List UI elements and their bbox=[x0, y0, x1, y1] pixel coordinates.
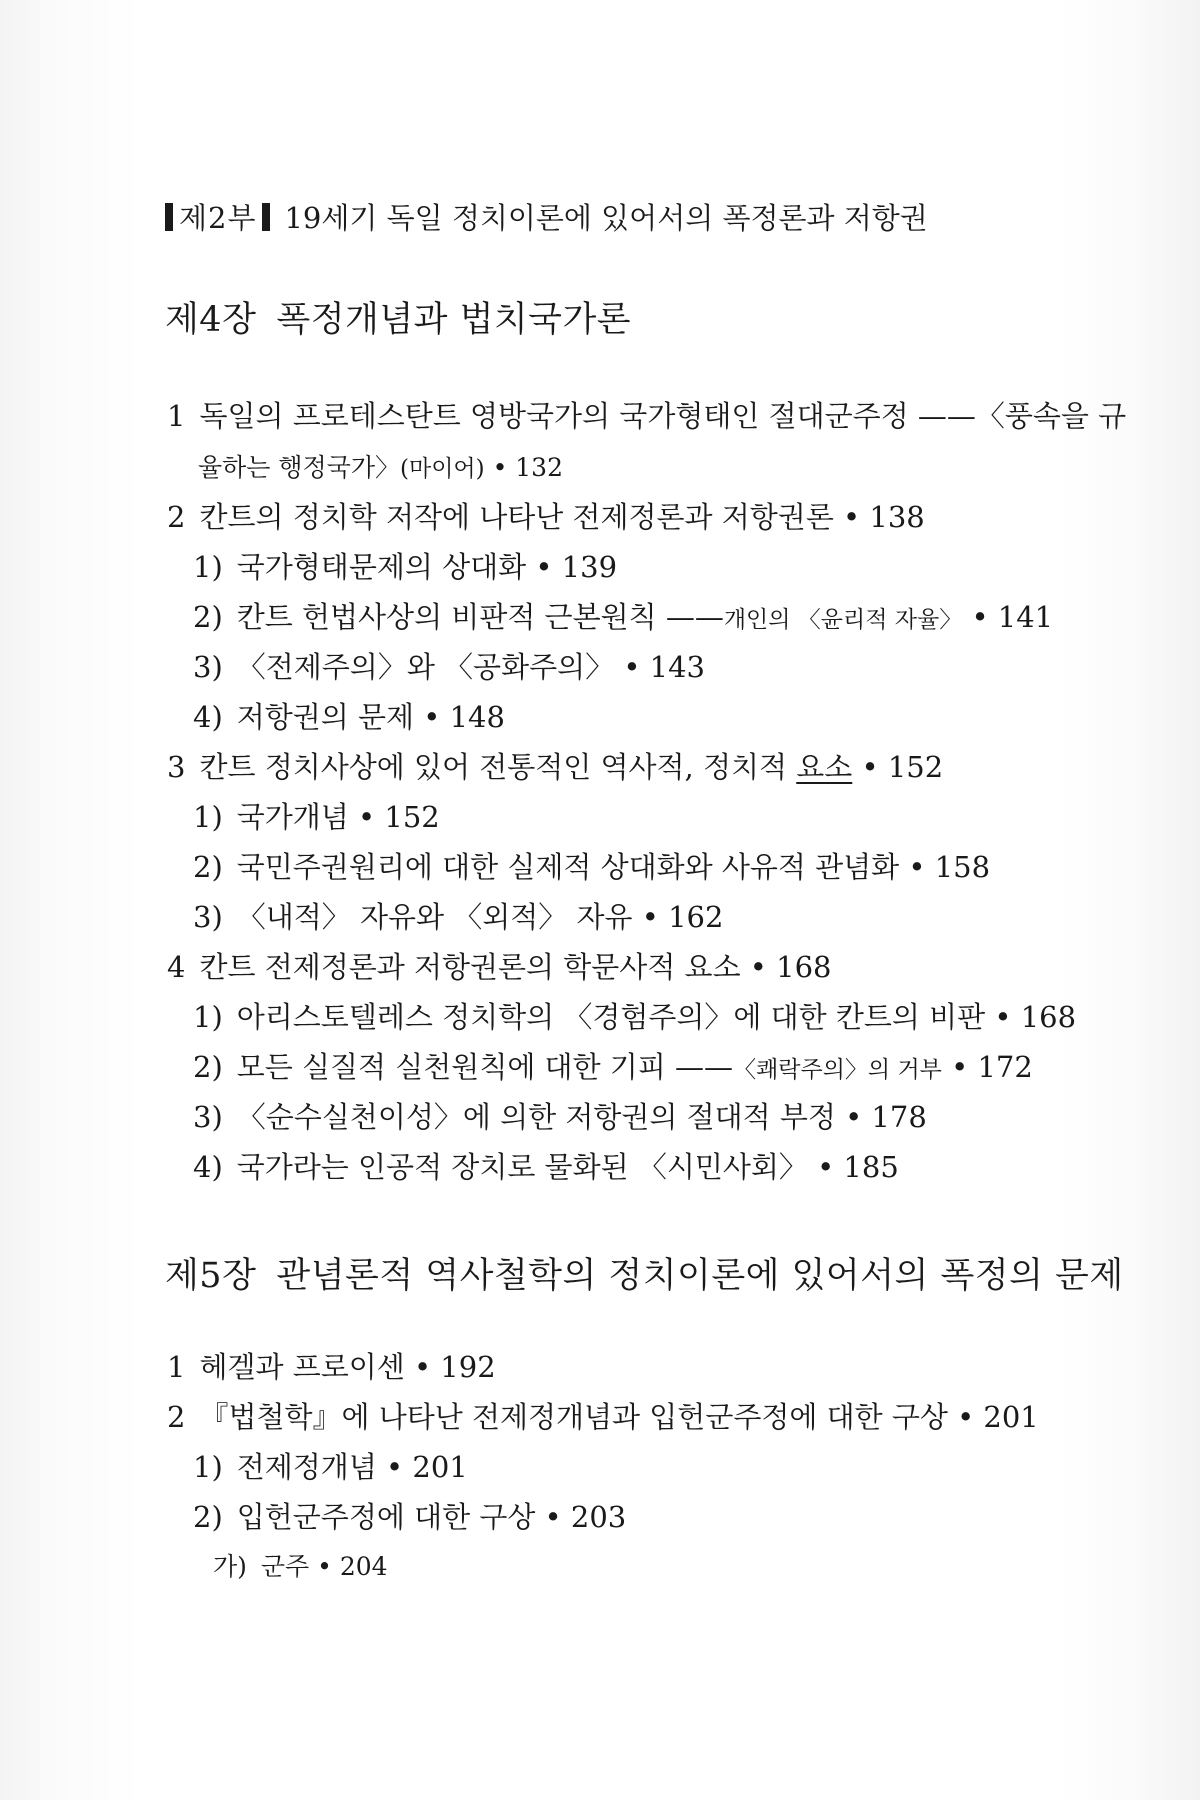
toc-entry bbox=[193, 900, 723, 934]
toc-entry bbox=[193, 1100, 927, 1134]
entry-number: 1 bbox=[167, 1350, 186, 1384]
entry-text: 헤겔과 프로이센 • 192 bbox=[199, 1350, 496, 1384]
entry-underlined-text: 요소 bbox=[796, 750, 853, 784]
entry-note: 〈쾌락주의〉의 거부 bbox=[733, 1057, 942, 1083]
entry-number: 1) bbox=[193, 1450, 223, 1484]
entry-text: 국가형태문제의 상대화 • 139 bbox=[236, 550, 618, 584]
chapter-heading bbox=[165, 292, 631, 342]
entry-page: • 141 bbox=[971, 600, 1054, 634]
entry-text: 저항권의 문제 • 148 bbox=[236, 700, 505, 734]
toc-entry bbox=[193, 1500, 626, 1534]
entry-note: (마이어) bbox=[400, 456, 485, 482]
entry-text: 독일의 프로테스탄트 영방국가의 국가형태인 절대군주정 ——〈풍속을 규 bbox=[199, 399, 1127, 433]
chapter-title: 관념론적 역사철학의 정치이론에 있어서의 폭정의 문제 bbox=[276, 1256, 1124, 1296]
part-heading bbox=[165, 196, 928, 237]
toc-entry bbox=[167, 750, 943, 784]
part-bar-right bbox=[262, 203, 270, 231]
entry-text: 칸트 전제정론과 저항권론의 학문사적 요소 • 168 bbox=[199, 950, 832, 984]
part-label: 제2부 bbox=[179, 201, 257, 235]
toc-entry bbox=[167, 950, 831, 984]
entry-text: 〈순수실천이성〉에 의한 저항권의 절대적 부정 • 178 bbox=[236, 1100, 927, 1134]
entry-note: 개인의 〈윤리적 자율〉 bbox=[723, 607, 963, 633]
entry-number: 2) bbox=[193, 600, 223, 634]
entry-number: 1) bbox=[193, 550, 223, 584]
toc-entry bbox=[193, 1050, 1033, 1087]
part-title: 19세기 독일 정치이론에 있어서의 폭정론과 저항권 bbox=[284, 201, 928, 235]
chapter-heading bbox=[165, 1248, 1124, 1298]
toc-entry bbox=[193, 1000, 1076, 1034]
entry-text: 율하는 행정국가〉 bbox=[198, 453, 400, 482]
toc-entry bbox=[167, 399, 1126, 433]
entry-page: • 152 bbox=[852, 750, 944, 784]
entry-number: 1) bbox=[193, 800, 223, 834]
entry-text: 전제정개념 • 201 bbox=[236, 1450, 468, 1484]
entry-text: 아리스토텔레스 정치학의 〈경험주의〉에 대한 칸트의 비판 • 168 bbox=[236, 1000, 1077, 1034]
part-bar-left bbox=[165, 203, 173, 231]
toc-entry bbox=[193, 600, 1053, 637]
entry-text: 『법철학』에 나타난 전제정개념과 입헌군주정에 대한 구상 • 201 bbox=[199, 1400, 1039, 1434]
toc-entry bbox=[193, 800, 440, 834]
entry-text: 〈내적〉 자유와 〈외적〉 자유 • 162 bbox=[236, 900, 724, 934]
toc-entry bbox=[193, 1150, 899, 1184]
entry-text: 군주 • 204 bbox=[260, 1552, 388, 1581]
entry-page: • 172 bbox=[951, 1050, 1033, 1084]
toc-entry bbox=[167, 500, 925, 534]
toc-entry bbox=[193, 700, 505, 734]
entry-page: • 132 bbox=[492, 453, 563, 482]
entry-text: 〈전제주의〉와 〈공화주의〉 • 143 bbox=[236, 650, 706, 684]
entry-number: 3) bbox=[193, 1100, 223, 1134]
toc-entry bbox=[193, 650, 705, 684]
entry-number: 3 bbox=[167, 750, 186, 784]
chapter-number: 제5장 bbox=[165, 1256, 257, 1296]
entry-number: 2 bbox=[167, 500, 186, 534]
chapter-number: 제4장 bbox=[165, 300, 257, 340]
entry-text: 입헌군주정에 대한 구상 • 203 bbox=[236, 1500, 627, 1534]
entry-number: 3) bbox=[193, 900, 223, 934]
toc-entry bbox=[193, 850, 990, 884]
entry-number: 4) bbox=[193, 700, 223, 734]
toc-entry bbox=[167, 1400, 1039, 1434]
entry-text: 모든 실질적 실천원칙에 대한 기피 —— bbox=[236, 1050, 734, 1084]
toc-entry bbox=[193, 550, 617, 584]
entry-number: 1) bbox=[193, 1000, 223, 1034]
entry-number: 3) bbox=[193, 650, 223, 684]
entry-text: 국민주권원리에 대한 실제적 상대화와 사유적 관념화 • 158 bbox=[236, 850, 991, 884]
entry-number: 2 bbox=[167, 1400, 186, 1434]
entry-text: 국가개념 • 152 bbox=[236, 800, 440, 834]
entry-text: 칸트 헌법사상의 비판적 근본원칙 —— bbox=[236, 600, 724, 634]
entry-number: 4 bbox=[167, 950, 186, 984]
entry-number: 2) bbox=[193, 1500, 223, 1534]
entry-number: 가) bbox=[213, 1552, 247, 1581]
entry-text: 국가라는 인공적 장치로 물화된 〈시민사회〉 • 185 bbox=[236, 1150, 899, 1184]
entry-number: 4) bbox=[193, 1150, 223, 1184]
entry-number: 2) bbox=[193, 1050, 223, 1084]
toc-entry-continuation bbox=[198, 451, 563, 486]
entry-text: 칸트의 정치학 저작에 나타난 전제정론과 저항권론 • 138 bbox=[199, 500, 925, 534]
toc-entry bbox=[193, 1450, 468, 1484]
entry-text: 칸트 정치사상에 있어 전통적인 역사적, 정치적 bbox=[199, 750, 797, 784]
entry-number: 2) bbox=[193, 850, 223, 884]
toc-entry bbox=[213, 1550, 388, 1584]
toc-entry bbox=[167, 1350, 496, 1384]
entry-number: 1 bbox=[167, 399, 186, 433]
chapter-title: 폭정개념과 법치국가론 bbox=[276, 300, 632, 340]
